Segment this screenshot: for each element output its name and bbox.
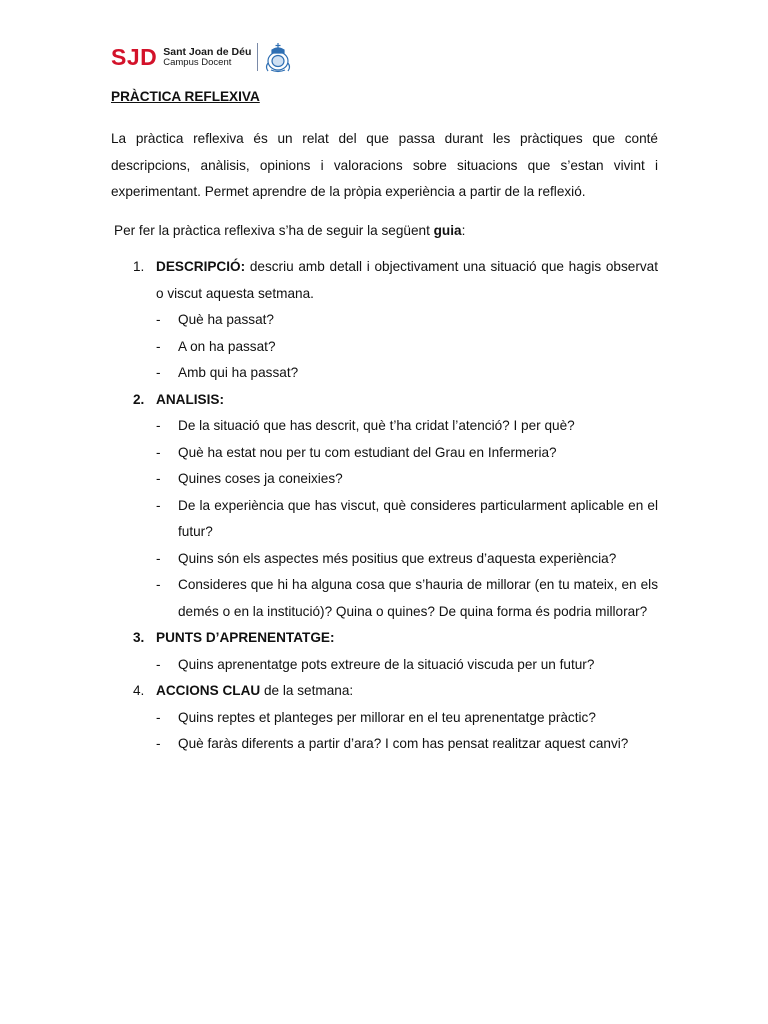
section-questions: [156, 705, 658, 758]
question-item: - A on ha passat?: [156, 334, 658, 361]
section-description: de la setmana:: [260, 683, 354, 698]
guide-intro-after: :: [461, 222, 466, 238]
section-heading: ANALISIS:: [156, 391, 224, 407]
guide-section: [111, 678, 658, 758]
section-questions: [156, 307, 658, 387]
question-item: - Quins reptes et planteges per millorar en el teu aprenentatge pràctic?: [156, 705, 658, 732]
question-item: - Quins són els aspectes més positius que extreus d’aquesta experiència?: [156, 546, 658, 573]
section-text: [156, 254, 658, 307]
question-item: - Què faràs diferents a partir d’ara? I com has pensat realitzar aquest canvi?: [156, 731, 658, 758]
question-item: - Què ha estat nou per tu com estudiant del Grau en Infermeria?: [156, 440, 658, 467]
question-item: - Amb qui ha passat?: [156, 360, 658, 387]
guide-list: [111, 254, 658, 758]
section-heading: ACCIONS CLAU: [156, 683, 261, 698]
guide-section: [111, 254, 658, 387]
question-item: - Consideres que hi ha alguna cosa que s’hauria de millorar (en tu mateix, en els demés o en la institució)? Quina o quines? De quina forma és podria millorar?: [156, 572, 658, 625]
intro-paragraph: La pràctica reflexiva és un relat del que passa durant les pràctiques que conté descripcions, anàlisis, opinions i valoracions sobre situacions que s’estan vivint i experimentant. Permet aprendre de la pròpia experiència a partir de la reflexió.: [111, 131, 658, 199]
section-questions: [156, 652, 658, 679]
question-item: - Quins aprenentatge pots extreure de la situació viscuda per un futur?: [156, 652, 658, 679]
section-heading: PUNTS D’APRENENTATGE:: [156, 630, 335, 645]
question-item: - Quines coses ja coneixies?: [156, 466, 658, 493]
document-body: [111, 86, 658, 758]
logo-name: Sant Joan de Déu: [163, 45, 252, 58]
section-text: [156, 678, 658, 705]
section-number: 2.: [133, 391, 145, 407]
guide-section: [111, 387, 658, 626]
logo-mark: SJD: [111, 43, 158, 70]
logo-text: [163, 47, 251, 68]
question-item: - Què ha passat?: [156, 307, 658, 334]
section-number: 1.: [133, 259, 145, 274]
guide-intro-bold: guia: [433, 222, 462, 238]
logo-campus: Campus Docent: [163, 56, 232, 68]
section-questions: [156, 413, 658, 625]
section-number: 3.: [133, 630, 145, 645]
page-title: PRÀCTICA REFLEXIVA: [111, 89, 260, 104]
section-text: [156, 625, 658, 652]
logo: [111, 40, 292, 74]
crest-icon: [264, 41, 292, 73]
section-text: [156, 387, 658, 414]
logo-divider: [257, 43, 258, 71]
guide-intro-before: Per fer la pràctica reflexiva s’ha de seguir la següent: [114, 222, 434, 238]
section-number: 4.: [133, 683, 145, 698]
question-item: - De la situació que has descrit, què t’ha cridat l’atenció? I per què?: [156, 413, 658, 440]
section-heading: DESCRIPCIÓ:: [156, 259, 246, 274]
section-description: descriu amb detall i objectivament una situació que hagis observat o viscut aquesta setmana.: [156, 259, 658, 301]
guide-intro: [114, 218, 658, 245]
guide-section: [111, 625, 658, 678]
question-item: - De la experiència que has viscut, què consideres particularment aplicable en el futur?: [156, 493, 658, 546]
